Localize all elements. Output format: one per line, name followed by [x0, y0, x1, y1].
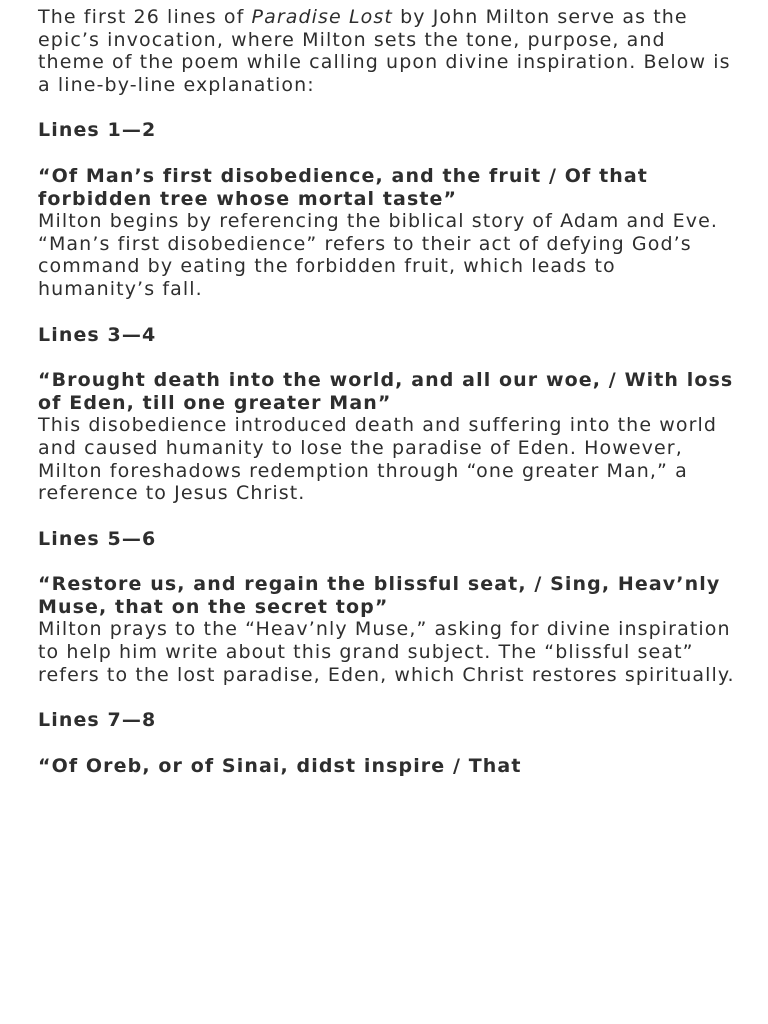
section-lines-1-2	[38, 119, 738, 300]
section-quote: “Of Man’s first disobedience, and the fruit / Of that forbidden tree whose mortal taste”	[38, 164, 648, 210]
poem-title: Paradise Lost	[251, 6, 393, 28]
intro-paragraph	[38, 6, 738, 96]
section-lines-7-8	[38, 709, 738, 777]
section-heading: Lines 1—2	[38, 119, 157, 142]
section-explanation: This disobedience introduced death and suffering into the world and caused humanity to lose the paradise of Eden. However, Milton foreshadows redemption through “one greater Man,” a reference to Jesus Christ.	[38, 414, 718, 505]
section-explanation: Milton prays to the “Heav’nly Muse,” asking for divine inspiration to help him write about this grand subject. The “blissful seat” refers to the lost paradise, Eden, which Christ restores spiritually.	[38, 618, 735, 686]
section-quote: “Brought death into the world, and all our woe, / With loss of Eden, till one greater Man”	[38, 369, 734, 414]
section-heading: Lines 5—6	[38, 527, 157, 550]
intro-text-end: by John Milton serve as the epic’s invocation, where Milton sets the tone, purpose, and theme of the poem while calling upon divine inspiration. Below is a line-by-line explanation:	[38, 6, 731, 96]
section-quote: “Of Oreb, or of Sinai, didst inspire / That	[38, 754, 522, 777]
section-heading: Lines 7—8	[38, 709, 157, 732]
section-explanation: Milton begins by referencing the biblical story of Adam and Eve. “Man’s first disobedience” refers to their act of defying God’s command by eating the forbidden fruit, which leads to humanity’s fall.	[38, 210, 719, 300]
intro-text-start: The first 26 lines of	[38, 6, 252, 28]
document-page	[38, 6, 738, 800]
section-lines-5-6	[38, 528, 738, 687]
section-heading: Lines 3—4	[38, 323, 157, 346]
section-lines-3-4	[38, 324, 738, 505]
section-quote: “Restore us, and regain the blissful seat, / Sing, Heav’nly Muse, that on the secret top”	[38, 573, 721, 618]
